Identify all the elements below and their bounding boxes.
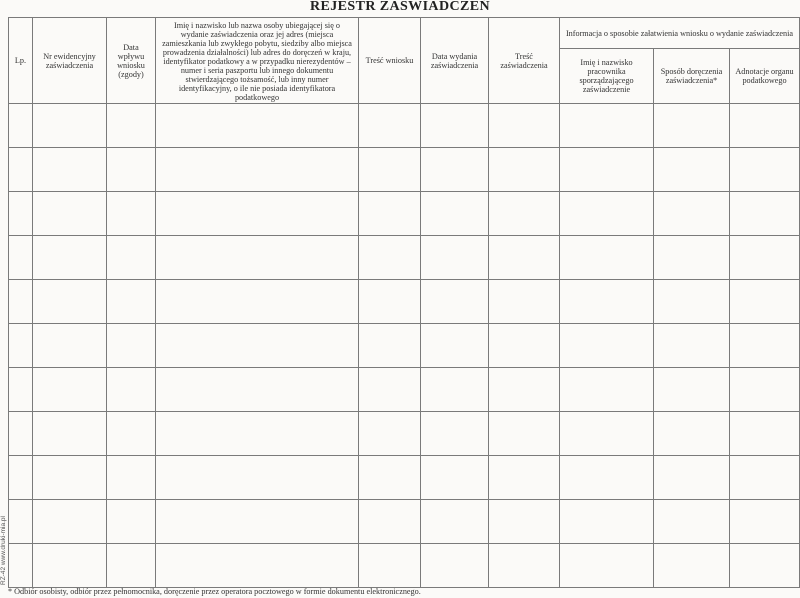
cell-pracownik — [560, 148, 654, 192]
cell-sposob-doreczenia — [654, 456, 730, 500]
cell-lp — [9, 412, 33, 456]
cell-sposob-doreczenia — [654, 544, 730, 588]
cell-data-wydania — [421, 412, 489, 456]
cell-adnotacje — [730, 324, 800, 368]
cell-tresc-wniosku — [359, 368, 421, 412]
cell-lp — [9, 148, 33, 192]
cell-adnotacje — [730, 544, 800, 588]
cell-tresc-wniosku — [359, 104, 421, 148]
cell-pracownik — [560, 456, 654, 500]
cell-nr-ewidencyjny — [33, 236, 107, 280]
cell-tresc-wniosku — [359, 412, 421, 456]
cell-data-wydania — [421, 500, 489, 544]
cell-lp — [9, 500, 33, 544]
cell-nr-ewidencyjny — [33, 148, 107, 192]
cell-nr-ewidencyjny — [33, 280, 107, 324]
table-row — [9, 236, 800, 280]
table-row — [9, 280, 800, 324]
cell-lp — [9, 192, 33, 236]
cell-adnotacje — [730, 104, 800, 148]
cell-osoba — [156, 544, 359, 588]
table-row — [9, 544, 800, 588]
cell-lp — [9, 104, 33, 148]
register-title: REJESTR ZAŚWIADCZEŃ — [310, 0, 490, 14]
cell-pracownik — [560, 544, 654, 588]
cell-data-wplywu — [107, 456, 156, 500]
cell-pracownik — [560, 236, 654, 280]
cell-tresc-zaswiadczenia — [489, 368, 560, 412]
cell-osoba — [156, 412, 359, 456]
header-pracownik: Imię i nazwisko pracownika sporządzającego zaświadczenie — [560, 49, 654, 104]
cell-pracownik — [560, 324, 654, 368]
cell-data-wplywu — [107, 324, 156, 368]
cell-data-wplywu — [107, 236, 156, 280]
header-sposob-doreczenia: Sposób doręczenia zaświadczenia* — [654, 49, 730, 104]
cell-data-wydania — [421, 236, 489, 280]
cell-adnotacje — [730, 500, 800, 544]
cell-pracownik — [560, 412, 654, 456]
cell-osoba — [156, 192, 359, 236]
cell-tresc-wniosku — [359, 148, 421, 192]
register-table — [8, 17, 800, 588]
cell-sposob-doreczenia — [654, 324, 730, 368]
cell-adnotacje — [730, 368, 800, 412]
form-code: RZ-42 www.druki-mia.pl — [0, 516, 7, 585]
cell-data-wydania — [421, 280, 489, 324]
cell-pracownik — [560, 500, 654, 544]
header-tresc-zaswiadczenia: Treść zaświadczenia — [489, 18, 560, 104]
register-body — [9, 104, 800, 588]
cell-sposob-doreczenia — [654, 236, 730, 280]
cell-adnotacje — [730, 280, 800, 324]
cell-sposob-doreczenia — [654, 192, 730, 236]
cell-sposob-doreczenia — [654, 368, 730, 412]
cell-pracownik — [560, 368, 654, 412]
cell-tresc-zaswiadczenia — [489, 544, 560, 588]
cell-nr-ewidencyjny — [33, 456, 107, 500]
cell-tresc-wniosku — [359, 192, 421, 236]
cell-data-wplywu — [107, 104, 156, 148]
cell-data-wydania — [421, 456, 489, 500]
cell-pracownik — [560, 192, 654, 236]
cell-tresc-zaswiadczenia — [489, 236, 560, 280]
cell-lp — [9, 456, 33, 500]
cell-sposob-doreczenia — [654, 280, 730, 324]
header-lp: Lp. — [9, 18, 33, 104]
cell-lp — [9, 324, 33, 368]
cell-osoba — [156, 500, 359, 544]
header-osoba: Imię i nazwisko lub nazwa osoby ubiegającej się o wydanie zaświadczenia oraz jej adres (miejsca zamieszkania lub zwykłego pobytu, siedziby albo miejsca prowadzenia działalności) lub adres do doręczeń w kraju, identyfikator podatkowy a w przypadku nierezydentów – numer i seria paszportu lub innego dokumentu stwierdzającego tożsamość, lub inny numer identyfikacyjny, o ile nie posiada identyfikatora podatkowego — [156, 18, 359, 104]
header-tresc-wniosku: Treść wniosku — [359, 18, 421, 104]
cell-lp — [9, 280, 33, 324]
cell-adnotacje — [730, 148, 800, 192]
cell-data-wydania — [421, 324, 489, 368]
cell-nr-ewidencyjny — [33, 544, 107, 588]
cell-tresc-zaswiadczenia — [489, 324, 560, 368]
cell-nr-ewidencyjny — [33, 412, 107, 456]
cell-tresc-zaswiadczenia — [489, 456, 560, 500]
cell-tresc-wniosku — [359, 500, 421, 544]
cell-data-wplywu — [107, 412, 156, 456]
cell-data-wydania — [421, 148, 489, 192]
cell-data-wydania — [421, 104, 489, 148]
cell-lp — [9, 236, 33, 280]
header-nr-ewidencyjny: Nr ewidencyjny zaświadczenia — [33, 18, 107, 104]
cell-osoba — [156, 280, 359, 324]
cell-osoba — [156, 104, 359, 148]
cell-tresc-zaswiadczenia — [489, 500, 560, 544]
cell-data-wydania — [421, 368, 489, 412]
cell-nr-ewidencyjny — [33, 324, 107, 368]
cell-tresc-zaswiadczenia — [489, 280, 560, 324]
table-row — [9, 192, 800, 236]
cell-sposob-doreczenia — [654, 500, 730, 544]
cell-tresc-wniosku — [359, 236, 421, 280]
cell-pracownik — [560, 280, 654, 324]
cell-adnotacje — [730, 412, 800, 456]
header-data-wplywu: Data wpływu wniosku (zgody) — [107, 18, 156, 104]
cell-lp — [9, 544, 33, 588]
cell-nr-ewidencyjny — [33, 192, 107, 236]
header-data-wydania: Data wydania zaświadczenia — [421, 18, 489, 104]
cell-adnotacje — [730, 192, 800, 236]
cell-nr-ewidencyjny — [33, 368, 107, 412]
cell-data-wplywu — [107, 500, 156, 544]
header-informacja: Informacja o sposobie załatwienia wniosku o wydanie zaświadczenia — [560, 18, 800, 49]
cell-tresc-wniosku — [359, 456, 421, 500]
table-row — [9, 324, 800, 368]
cell-lp — [9, 368, 33, 412]
cell-tresc-wniosku — [359, 544, 421, 588]
table-row — [9, 104, 800, 148]
cell-nr-ewidencyjny — [33, 500, 107, 544]
cell-tresc-zaswiadczenia — [489, 192, 560, 236]
cell-tresc-wniosku — [359, 280, 421, 324]
table-row — [9, 456, 800, 500]
table-row — [9, 148, 800, 192]
cell-osoba — [156, 456, 359, 500]
cell-data-wplywu — [107, 280, 156, 324]
cell-data-wplywu — [107, 192, 156, 236]
cell-sposob-doreczenia — [654, 148, 730, 192]
header-adnotacje: Adnotacje organu podatkowego — [730, 49, 800, 104]
footnote: * Odbiór osobisty, odbiór przez pełnomocnika, doręczenie przez operatora pocztowego w formie dokumentu elektronicznego. — [8, 587, 421, 596]
cell-tresc-zaswiadczenia — [489, 148, 560, 192]
cell-data-wydania — [421, 192, 489, 236]
cell-nr-ewidencyjny — [33, 104, 107, 148]
cell-osoba — [156, 368, 359, 412]
cell-data-wplywu — [107, 368, 156, 412]
cell-data-wplywu — [107, 544, 156, 588]
cell-tresc-wniosku — [359, 324, 421, 368]
cell-adnotacje — [730, 236, 800, 280]
table-row — [9, 368, 800, 412]
cell-sposob-doreczenia — [654, 412, 730, 456]
cell-osoba — [156, 148, 359, 192]
table-row — [9, 500, 800, 544]
cell-osoba — [156, 324, 359, 368]
cell-tresc-zaswiadczenia — [489, 412, 560, 456]
table-row — [9, 412, 800, 456]
cell-adnotacje — [730, 456, 800, 500]
cell-sposob-doreczenia — [654, 104, 730, 148]
cell-pracownik — [560, 104, 654, 148]
cell-tresc-zaswiadczenia — [489, 104, 560, 148]
cell-osoba — [156, 236, 359, 280]
cell-data-wydania — [421, 544, 489, 588]
cell-data-wplywu — [107, 148, 156, 192]
